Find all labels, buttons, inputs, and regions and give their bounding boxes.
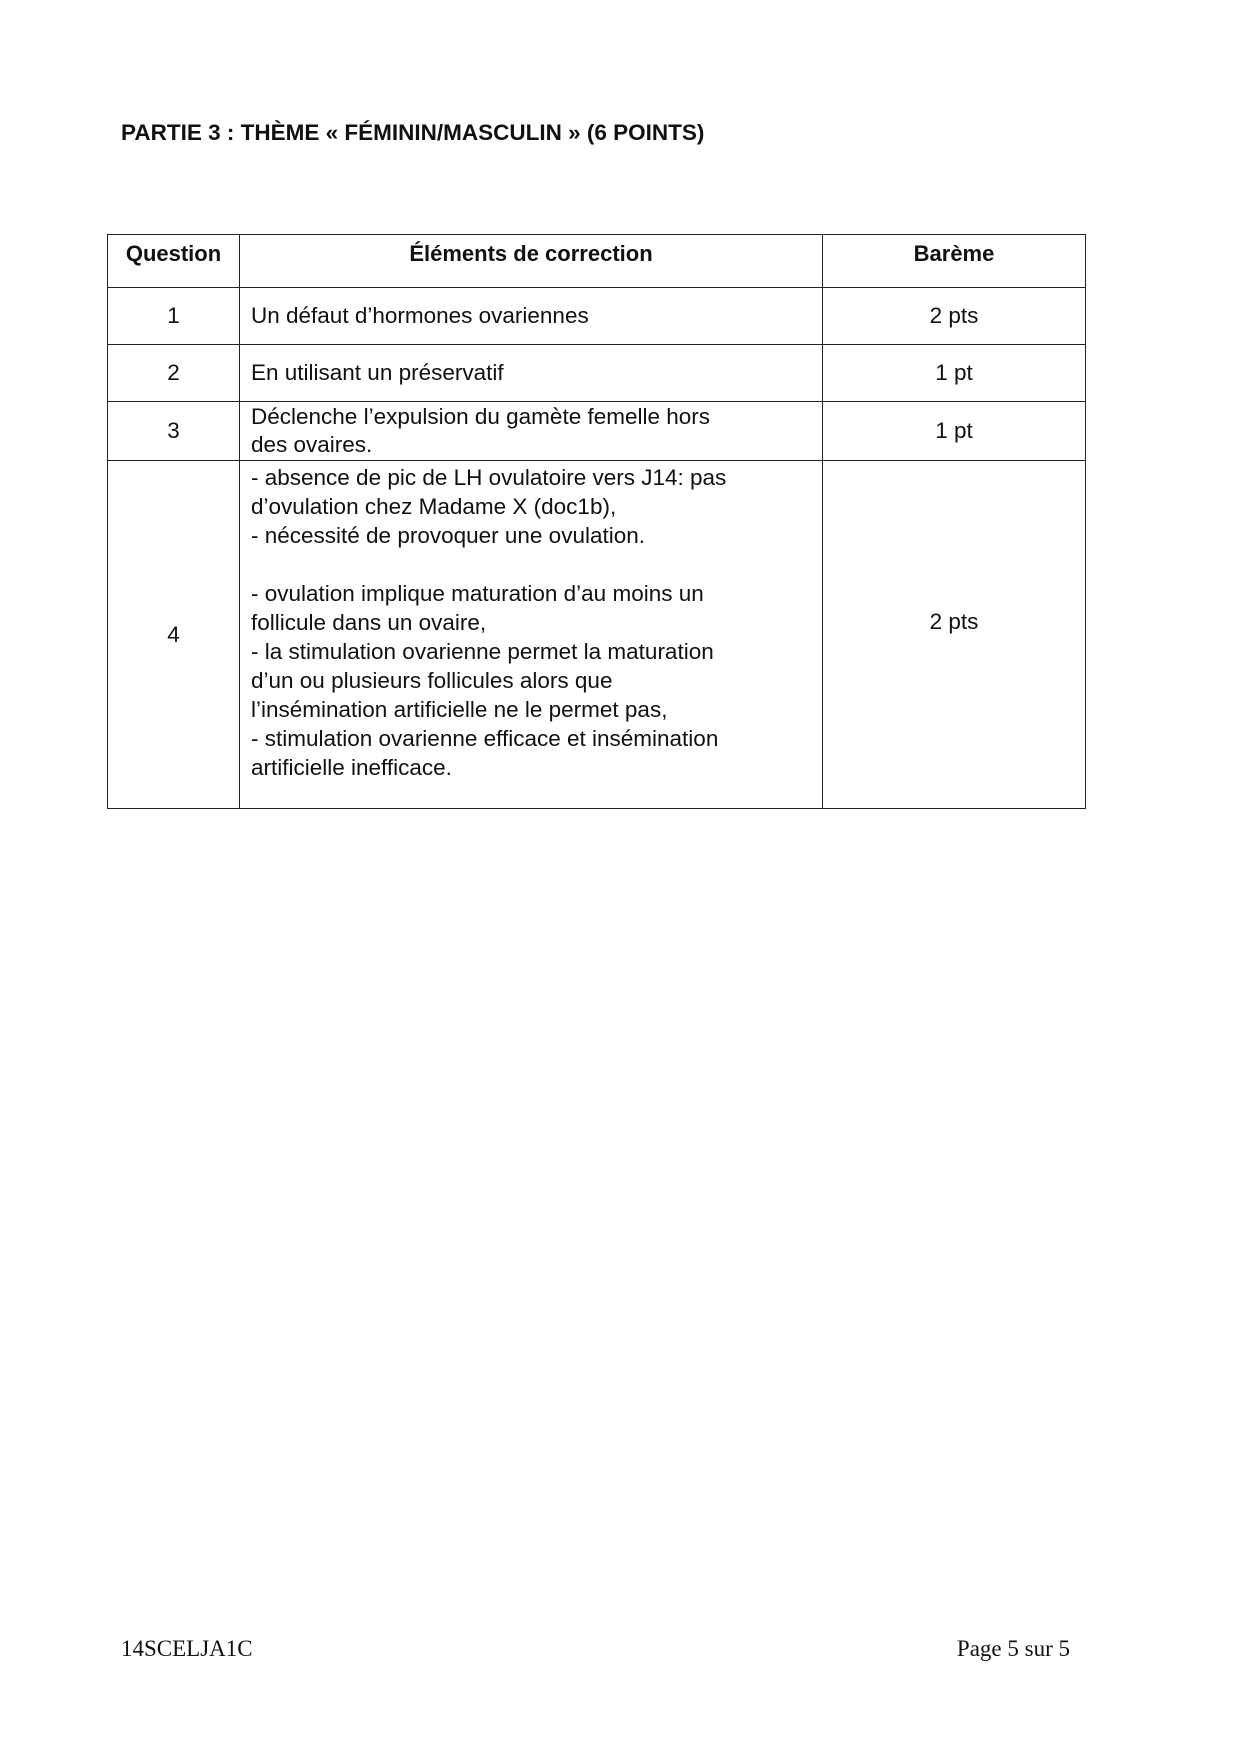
correction-line: - absence de pic de LH ovulatoire vers J14: pas — [251, 465, 727, 490]
correction-cell — [240, 288, 823, 345]
table-row — [108, 461, 1086, 809]
correction-paragraph — [251, 463, 822, 550]
correction-cell — [240, 402, 823, 461]
correction-line: - nécessité de provoquer une ovulation. — [251, 523, 646, 548]
correction-line: Un défaut d’hormones ovariennes — [251, 303, 589, 328]
bareme-cell: 2 pts — [823, 288, 1086, 345]
correction-paragraph — [251, 579, 822, 782]
correction-line: - la stimulation ovarienne permet la maturation — [251, 639, 714, 664]
correction-line: l’insémination artificielle ne le permet pas, — [251, 697, 668, 722]
header-elements: Éléments de correction — [240, 235, 823, 288]
correction-line: artificielle inefficace. — [251, 755, 452, 780]
bareme-cell: 2 pts — [823, 461, 1086, 809]
question-number: 4 — [108, 461, 240, 809]
correction-line: d’un ou plusieurs follicules alors que — [251, 668, 613, 693]
question-number: 2 — [108, 345, 240, 402]
correction-line: follicule dans un ovaire, — [251, 610, 487, 635]
footer-page-number: Page 5 sur 5 — [956, 1636, 1070, 1661]
header-bareme: Barème — [823, 235, 1086, 288]
correction-cell — [240, 461, 823, 809]
correction-line: d’ovulation chez Madame X (doc1b), — [251, 494, 617, 519]
bareme-cell: 1 pt — [823, 345, 1086, 402]
question-number: 1 — [108, 288, 240, 345]
correction-line: Déclenche l’expulsion du gamète femelle hors — [251, 404, 711, 429]
table-row — [108, 288, 1086, 345]
section-title: PARTIE 3 : THÈME « FÉMININ/MASCULIN » (6 POINTS) — [121, 120, 705, 145]
correction-line: En utilisant un préservatif — [251, 360, 504, 385]
correction-table — [107, 234, 1086, 809]
correction-line: des ovaires. — [251, 432, 373, 457]
header-question: Question — [108, 235, 240, 288]
correction-line: - stimulation ovarienne efficace et insémination — [251, 726, 719, 751]
footer-document-code: 14SCELJA1C — [121, 1636, 253, 1661]
correction-cell — [240, 345, 823, 402]
bareme-cell: 1 pt — [823, 402, 1086, 461]
table-header-row — [108, 235, 1086, 288]
table-row — [108, 345, 1086, 402]
correction-line: - ovulation implique maturation d’au moins un — [251, 581, 704, 606]
question-number: 3 — [108, 402, 240, 461]
table-row — [108, 402, 1086, 461]
